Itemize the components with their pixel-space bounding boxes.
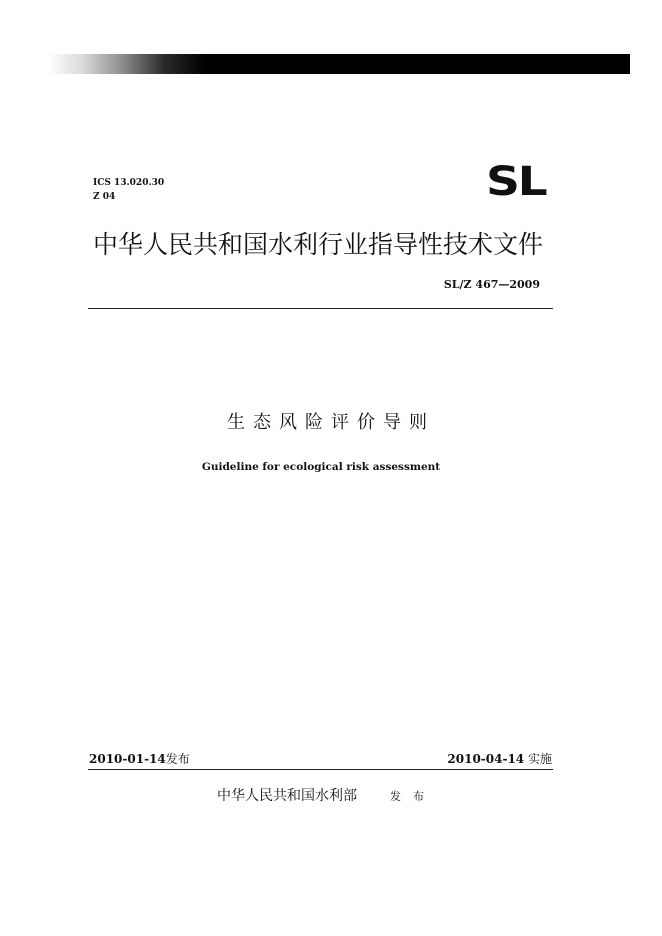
sl-logo: SL xyxy=(486,159,546,205)
document-title-english: Guideline for ecological risk assessment xyxy=(201,461,441,473)
bottom-divider xyxy=(88,769,553,770)
implement-date: 2010-04-14 xyxy=(447,752,525,766)
standard-number: SL/Z 467—2009 xyxy=(443,278,540,291)
implement-date-line xyxy=(447,750,552,767)
document-title-chinese: 生态风险评价导则 xyxy=(227,412,435,433)
issue-label: 发布 xyxy=(165,752,190,766)
implement-label: 实施 xyxy=(527,752,552,766)
top-divider xyxy=(88,308,553,309)
document-type: 中华人民共和国水利行业指导性技术文件 xyxy=(93,230,544,259)
issue-date: 2010-01-14 xyxy=(89,752,166,766)
classification-code: Z 04 xyxy=(93,192,116,202)
issuer-name: 中华人民共和国水利部 xyxy=(217,788,357,804)
ics-code: ICS 13.020.30 xyxy=(93,178,165,188)
issuer-action: 发布 xyxy=(390,790,436,803)
classification-codes xyxy=(93,176,164,204)
issue-date-line xyxy=(89,750,190,767)
header-gradient-bar xyxy=(48,54,630,74)
